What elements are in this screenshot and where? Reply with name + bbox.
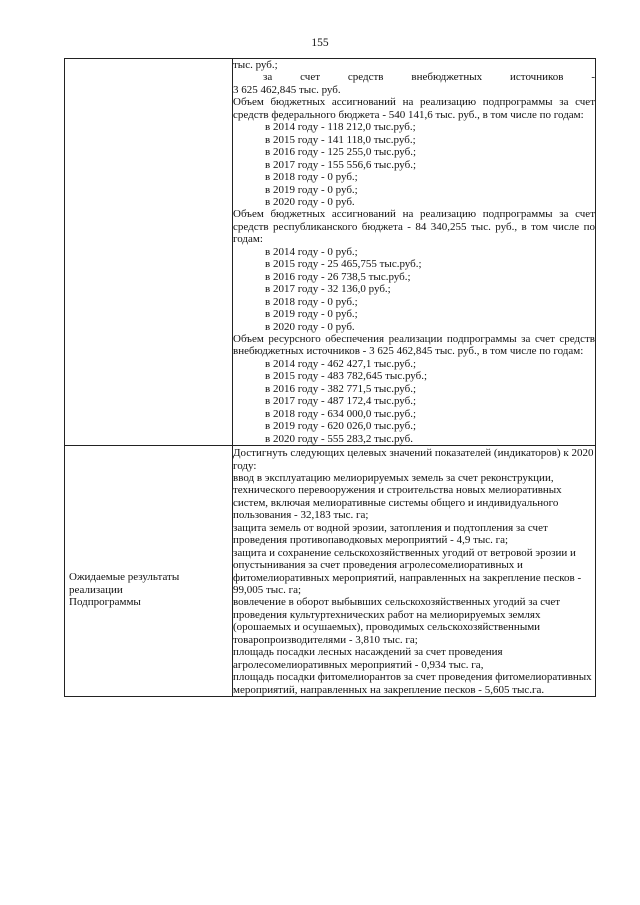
- republic-budget-intro: Объем бюджетных ассигнований на реализацию подпрограммы за счет средств республиканского бюджета - 84 340,255 тыс. руб., в том числе по годам:: [233, 208, 595, 246]
- subprogram-passport-table: [64, 58, 596, 697]
- label-line: реализации: [69, 583, 123, 596]
- result-item: площадь посадки фитомелиорантов за счет проведения фитомелиоративных мероприятий, направленных на закрепление песков - 5,605 тыс.га.: [233, 671, 592, 696]
- federal-year-line: в 2018 году - 0 руб.;: [265, 171, 358, 184]
- federal-year-line: в 2016 году - 125 255,0 тыс.руб.;: [265, 146, 417, 159]
- extrabudgetary-year-line: в 2015 году - 483 782,645 тыс.руб.;: [265, 370, 428, 383]
- continuation-line: за счет средств внебюджетных источников -: [263, 71, 595, 84]
- federal-year-line: в 2015 году - 141 118,0 тыс.руб.;: [265, 133, 416, 146]
- federal-year-line: в 2019 году - 0 руб.;: [265, 183, 358, 196]
- federal-year-line: в 2020 году - 0 руб.: [265, 195, 355, 208]
- page-number: 155: [311, 37, 329, 49]
- result-item: ввод в эксплуатацию мелиорируемых земель за счет реконструкции, технического перевооружения и строительства новых мелиоративных систем, включая мелиоративные системы общего и индивидуального пользования - 32,183 тыс. га;: [233, 471, 562, 522]
- extrabudgetary-year-line: в 2017 году - 487 172,4 тыс.руб.;: [265, 395, 417, 408]
- expected-results-list: [233, 446, 595, 696]
- republic-year-line: в 2015 году - 25 465,755 тыс.руб.;: [265, 258, 422, 271]
- extrabudgetary-year-line: в 2020 году - 555 283,2 тыс.руб.: [265, 432, 414, 445]
- republic-year-line: в 2018 году - 0 руб.;: [265, 295, 358, 308]
- result-item: вовлечение в оборот выбывших сельскохозяйственных угодий за счет проведения культуртехнических работ на мелиорируемых землях (орошаемых и осушаемых), проводимых сельскохозяйственными товаропроизводителями - 3,810 тыс. га;: [233, 596, 561, 646]
- extrabudgetary-years: [233, 358, 595, 445]
- extrabudgetary-year-line: в 2019 году - 620 026,0 тыс.руб.;: [265, 420, 417, 433]
- republic-budget-years: [233, 246, 595, 333]
- result-item: площадь посадки лесных насаждений за счет проведения агролесомелиоративных мероприятий - 0,934 тыс. га,: [233, 646, 503, 671]
- result-item: Достигнуть следующих целевых значений показателей (индикаторов) к 2020 году:: [233, 447, 594, 472]
- extrabudgetary-year-line: в 2016 году - 382 771,5 тыс.руб.;: [265, 382, 417, 395]
- expected-results-label: [65, 446, 232, 608]
- expected-results-content-cell: [233, 446, 596, 697]
- label-line: Ожидаемые результаты: [69, 571, 180, 584]
- funding-content-cell: [233, 59, 596, 446]
- result-item: защита и сохранение сельскохозяйственных угодий от ветровой эрозии и опустынивания за счет проведения агролесомелиоративных и фитомелиоративных мероприятий, направленных на закрепление песков - 99,005 тыс. га;: [233, 546, 582, 597]
- republic-year-line: в 2019 году - 0 руб.;: [265, 308, 358, 321]
- extrabudgetary-intro: Объем ресурсного обеспечения реализации подпрограммы за счет средств внебюджетных источников - 3 625 462,845 тыс. руб., в том числе по годам:: [233, 332, 595, 358]
- result-item: защита земель от водной эрозии, затопления и подтопления за счет проведения противопаводковых мероприятий - 4,9 тыс. га;: [233, 521, 548, 547]
- republic-year-line: в 2017 году - 32 136,0 руб.;: [265, 283, 391, 296]
- expected-results-label-cell: [65, 446, 233, 697]
- federal-year-line: в 2017 году - 155 556,6 тыс.руб.;: [265, 158, 417, 171]
- funding-continuation: [233, 59, 595, 96]
- republic-year-line: в 2014 году - 0 руб.;: [265, 245, 358, 258]
- extrabudgetary-year-line: в 2018 году - 634 000,0 тыс.руб.;: [265, 407, 417, 420]
- federal-budget-years: [233, 121, 595, 208]
- continuation-line: 3 625 462,845 тыс. руб.: [233, 83, 341, 96]
- extrabudgetary-year-line: в 2014 году - 462 427,1 тыс.руб.;: [265, 357, 417, 370]
- federal-year-line: в 2014 году - 118 212,0 тыс.руб.;: [265, 121, 416, 134]
- republic-year-line: в 2016 году - 26 738,5 тыс.руб.;: [265, 270, 411, 283]
- republic-year-line: в 2020 году - 0 руб.: [265, 320, 355, 333]
- federal-budget-intro: Объем бюджетных ассигнований на реализацию подпрограммы за счет средств федерального бюджета - 540 141,6 тыс. руб., в том числе по годам:: [233, 96, 595, 121]
- funding-label-cell: [65, 59, 233, 446]
- continuation-line: тыс. руб.;: [233, 59, 278, 71]
- label-line: Подпрограммы: [69, 595, 141, 608]
- table-row-funding: [65, 59, 596, 446]
- table-row-expected-results: [65, 446, 596, 697]
